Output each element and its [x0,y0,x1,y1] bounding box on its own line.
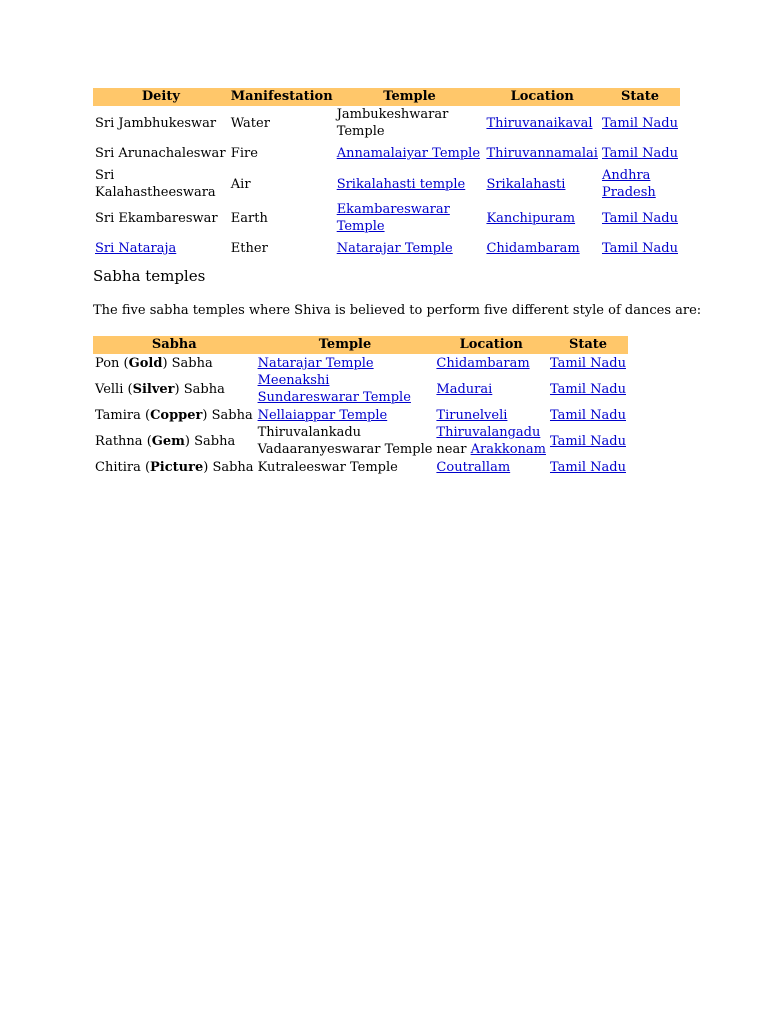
temple-line: Temple [336,124,385,139]
location-cell [434,372,548,406]
state-link[interactable]: Tamil Nadu [549,407,626,423]
state-cell [548,372,628,406]
sabha-material: Silver [132,381,175,397]
temple-cell [256,406,435,424]
location-text: near [436,442,471,457]
location-link[interactable]: Chidambaram [436,355,530,371]
table-row [93,458,628,476]
state-link[interactable]: Tamil Nadu [601,115,678,131]
state-cell [548,354,628,372]
temple-link[interactable]: Meenakshi [257,373,330,388]
deity-cell: Sri Arunachaleswar [95,146,226,161]
table-row [93,235,680,262]
table-row [93,354,628,372]
sabha-material: Copper [150,407,203,423]
state-link[interactable]: Tamil Nadu [549,433,626,449]
location-link[interactable]: Thiruvalangadu [436,425,541,440]
table-row [93,140,680,167]
state-cell [600,201,680,235]
deity-line: Sri [95,168,115,183]
state-cell [600,235,680,262]
state-link[interactable]: Pradesh [601,185,656,200]
location-cell [434,406,548,424]
deity-cell [93,167,229,201]
sabha-cell [93,458,256,476]
sabha-table [93,336,628,476]
col-header-manifestation: Manifestation [230,89,333,104]
sabha-material: Gold [128,355,163,371]
col-header-location: Location [434,336,548,354]
deity-link[interactable]: Sri Nataraja [95,241,177,256]
col-header-temple: Temple [335,88,485,106]
manifestation-cell: Ether [230,241,268,256]
location-cell [484,106,600,140]
sabha-material: Gem [151,433,185,449]
location-cell [434,354,548,372]
location-link[interactable]: Thiruvanaikaval [486,115,593,131]
sabha-text: Velli ( [95,381,133,397]
sabha-cell [93,424,256,458]
location-cell [434,424,548,458]
temple-cell: Kutraleeswar Temple [257,459,398,475]
temple-link[interactable]: Nellaiappar Temple [257,407,388,423]
col-header-deity: Deity [93,88,229,106]
sabha-text: ) Sabha [162,355,213,371]
table-row [93,424,628,458]
state-link[interactable]: Tamil Nadu [549,459,626,475]
table-row [93,167,680,201]
location-link[interactable]: Tirunelveli [436,407,508,423]
state-link[interactable]: Tamil Nadu [549,381,626,397]
temple-cell [256,424,435,458]
manifestation-cell: Earth [230,210,268,226]
sabha-text: Pon ( [95,355,129,371]
sabha-cell [93,354,256,372]
col-header-location: Location [484,88,600,106]
col-header-sabha: Sabha [93,336,256,354]
deity-line: Kalahastheeswara [95,185,216,200]
temple-cell [335,140,485,167]
state-cell [548,406,628,424]
table-row [93,406,628,424]
location-link[interactable]: Chidambaram [486,241,580,256]
temple-cell [335,201,485,235]
location-link[interactable]: Srikalahasti [486,176,566,192]
sabha-table-header [93,336,628,354]
temple-line: Vadaaranyeswarar Temple [257,442,433,457]
sabha-cell [93,372,256,406]
manifestation-cell: Water [230,115,270,131]
sabha-text: ) Sabha [203,459,254,475]
sabha-text: ) Sabha [184,433,236,449]
location-cell [434,458,548,476]
temple-link[interactable]: Natarajar Temple [336,241,453,256]
deity-cell: Sri Ekambareswar [95,210,218,226]
state-link[interactable]: Tamil Nadu [601,241,678,256]
sabha-text: Tamira ( [95,407,151,423]
sabha-cell [93,406,256,424]
temple-link[interactable]: Srikalahasti temple [336,176,466,192]
state-cell [600,106,680,140]
location-cell [484,140,600,167]
sabha-text: Rathna ( [95,433,152,449]
manifestation-cell: Air [230,176,251,192]
state-link[interactable]: Tamil Nadu [549,355,626,371]
temple-cell [335,167,485,201]
deity-cell: Sri Jambhukeswar [95,115,217,131]
col-header-state: State [548,336,628,354]
temple-cell [256,354,435,372]
location-cell [484,201,600,235]
state-cell [600,167,680,201]
temple-line: Thiruvalankadu [257,425,362,440]
state-cell [600,140,680,167]
location-cell [484,167,600,201]
temple-link[interactable]: Sundareswarar Temple [257,390,411,405]
state-cell [548,458,628,476]
location-link[interactable]: Coutrallam [436,459,511,475]
table-row [93,106,680,140]
temple-cell [335,235,485,262]
sabha-text: Chitira ( [95,459,151,475]
col-header-state: State [600,88,680,106]
temple-link[interactable]: Natarajar Temple [257,355,374,371]
state-link[interactable]: Andhra [601,168,651,183]
manifestation-cell: Fire [230,146,258,161]
temple-line: Jambukeshwarar [336,107,449,122]
state-link[interactable]: Tamil Nadu [601,146,678,161]
table-row [93,372,628,406]
deity-table-header [93,88,680,106]
temple-link[interactable]: Temple [336,219,385,234]
state-link[interactable]: Tamil Nadu [601,210,678,226]
section-intro: The five sabha temples where Shiva is believed to perform five different style of dances are: [93,303,702,318]
table-row [93,201,680,235]
temple-link[interactable]: Ekambareswarar [336,202,450,217]
temple-cell [256,372,435,406]
temple-cell [335,106,485,140]
location-link[interactable]: Thiruvannamalai [486,146,598,161]
temple-link[interactable]: Annamalaiyar Temple [336,146,481,161]
deity-cell [93,235,229,262]
location-link[interactable]: Kanchipuram [486,210,576,226]
location-cell [484,235,600,262]
location-link[interactable]: Arakkonam [470,442,546,457]
state-cell [548,424,628,458]
sabha-text: ) Sabha [174,381,225,397]
sabha-text: ) Sabha [202,407,253,423]
deity-table [93,88,680,262]
location-link[interactable]: Madurai [436,381,493,397]
col-header-temple: Temple [256,336,435,354]
section-heading: Sabha temples [93,267,206,285]
sabha-material: Picture [150,459,204,475]
